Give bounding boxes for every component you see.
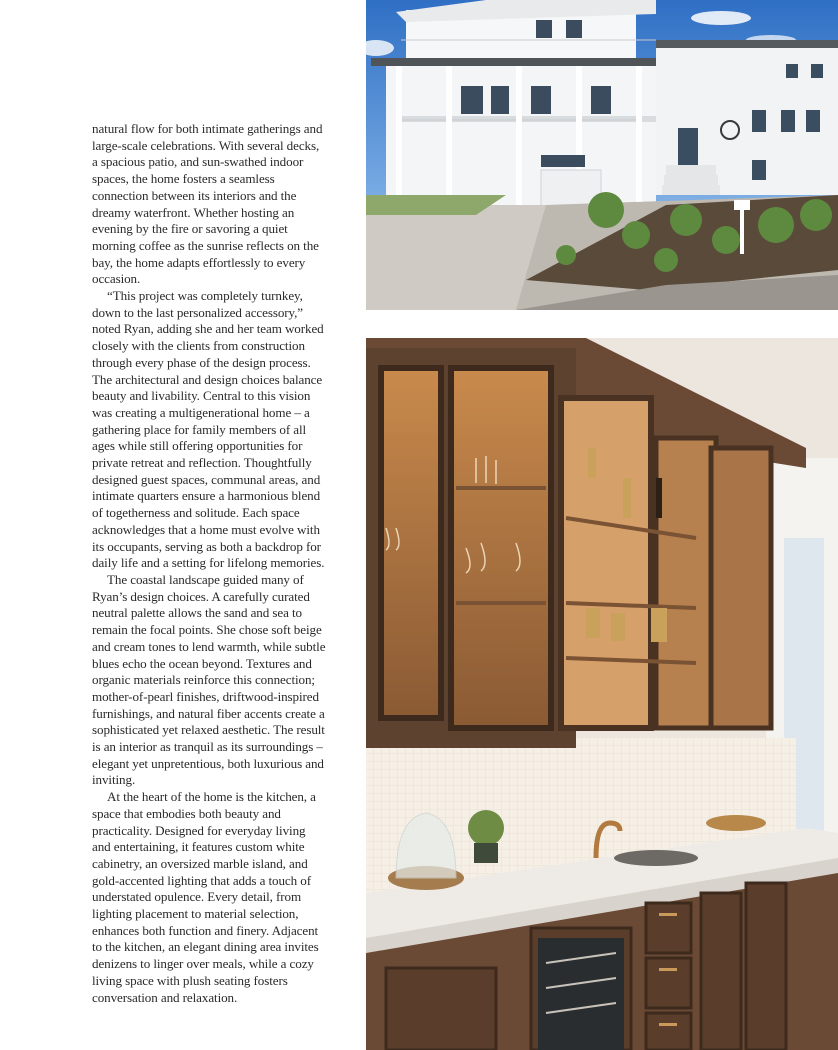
article-paragraph: natural flow for both intimate gatherings and large-scale celebrations. With several decks, a spacious patio, and sun-swathed indoor spaces, the home fosters a seamless connection between its interiors and the dreamy waterfront. Whether hosting an evening by the fire or savoring a quiet morning coffee as the sunrise reflects on the bay, the home adapts effortlessly to every occasion. [92, 121, 323, 287]
article-body [92, 121, 326, 1006]
article-paragraph: At the heart of the home is the kitchen, a space that embodies both beauty and practicality. Designed for everyday living and entertaining, it features custom white cabinetry, an oversized marble island, and gold-accented lighting that adds a touch of understated opulence. Every detail, from lighting placement to material selection, enhances both function and finery. Adjacent to the kitchen, an elegant dining area invites denizens to linger over meals, while a cozy living space with plush seating fosters conversation and relaxation. [92, 789, 319, 1005]
article-paragraph: The coastal landscape guided many of Ryan’s design choices. A carefully curated neutral palette allows the sand and sea to remain the focal points. She chose soft beige and cream tones to lend warmth, while subtle blues echo the ocean beyond. Textures and organic materials reinforce this connection; mother-of-pearl finishes, driftwood-inspired furnishings, and natural fiber accents create a sophisticated yet relaxed aesthetic. The result is an interior as tranquil as its surroundings – elegant yet unpretentious, both luxurious and inviting. [92, 571, 326, 788]
kitchen-photo [366, 338, 838, 1050]
article-paragraph: “This project was completely turnkey, down to the last personalized accessory,” noted Ryan, adding she and her team worked closely with the clients from construction through every phase of the design process. The architectural and design choices balance beauty and livability. Central to this vision was creating a multigenerational home – a gathering place for family members of all ages while still offering opportunities for private retreat and reflection. Thoughtfully designed guest spaces, communal areas, and intimate quarters ensure a harmonious blend of togetherness and solitude. Each space acknowledges that a home must evolve with its occupants, serving as both a backdrop for daily life and a setting for lifelong memories. [92, 288, 325, 571]
house-exterior-photo [366, 0, 838, 310]
